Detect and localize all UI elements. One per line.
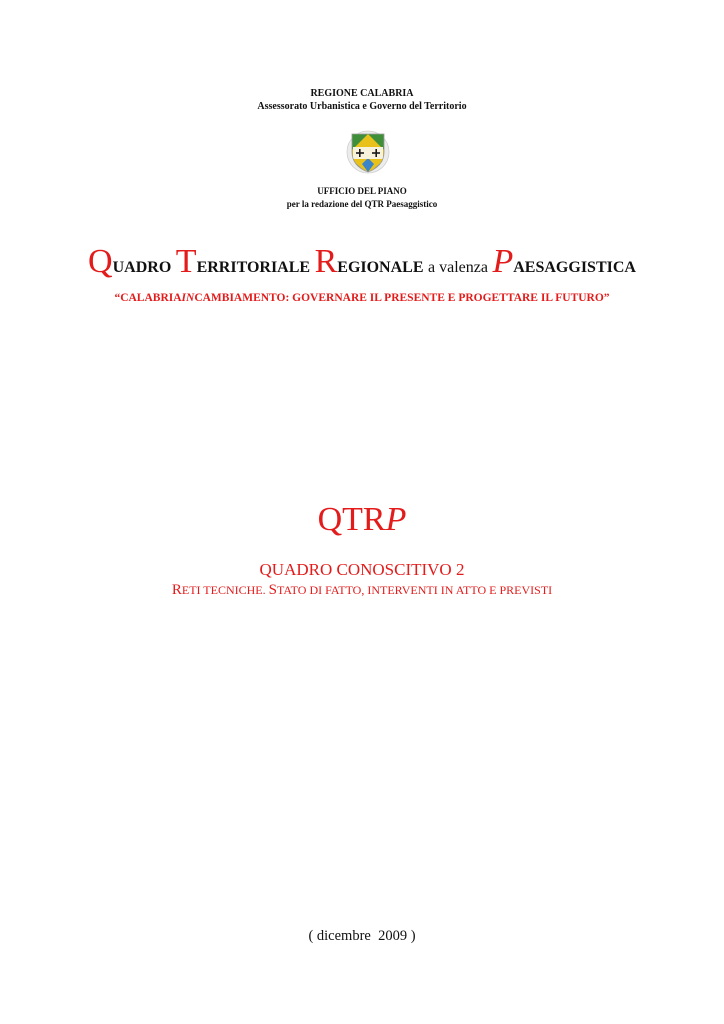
- title-word-egionale: EGIONALE: [337, 259, 424, 276]
- main-title: [0, 245, 724, 285]
- office-subtitle: per la redazione del QTR Paesaggistico: [286, 199, 438, 209]
- slogan-part-2: IN: [181, 292, 195, 304]
- slogan-part-1: “CALABRIA: [114, 292, 182, 304]
- title-initial-r: R: [314, 243, 338, 280]
- title-initial-t: T: [175, 243, 197, 280]
- calabria-coat-of-arms-icon: [346, 130, 390, 174]
- region-name: REGIONE CALABRIA: [310, 88, 414, 99]
- document-title: QUADRO CONOSCITIVO 2: [259, 560, 465, 579]
- title-word-uadro: UADRO: [112, 259, 172, 276]
- office-name: UFFICIO DEL PIANO: [317, 186, 407, 196]
- subtitle-part: S: [268, 582, 277, 598]
- slogan-part-3: CAMBIAMENTO: GOVERNARE IL PRESENTE E PROGETTARE IL FUTURO”: [194, 292, 610, 304]
- title-initial-p: P: [492, 243, 514, 280]
- region-department: Assessorato Urbanistica e Governo del Territorio: [257, 101, 467, 112]
- acronym-italic: P: [385, 501, 407, 538]
- slogan: [0, 291, 724, 305]
- subtitle-part: TATO DI FATTO, INTERVENTI IN ATTO E PREVISTI: [276, 583, 553, 597]
- document-date: ( dicembre 2009 ): [308, 928, 416, 944]
- subtitle-part: ETI TECNICHE.: [181, 583, 269, 597]
- title-word-aesaggistica: AESAGGISTICA: [513, 259, 636, 276]
- document-subtitle: [0, 582, 724, 598]
- subtitle-part: R: [171, 582, 182, 598]
- title-initial-q: Q: [88, 243, 113, 280]
- title-connector: a valenza: [428, 259, 488, 276]
- title-word-erritoriale: ERRITORIALE: [196, 259, 311, 276]
- acronym-main: QTR: [317, 501, 386, 538]
- qtrp-acronym: [0, 500, 724, 540]
